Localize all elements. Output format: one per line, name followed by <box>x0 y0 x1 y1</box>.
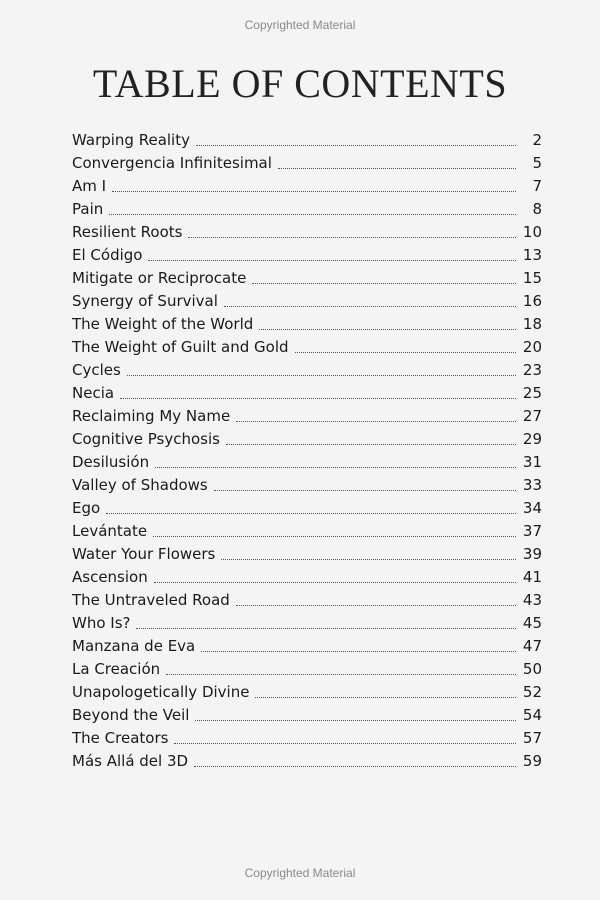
toc-entry-title: Warping Reality <box>72 131 190 149</box>
dot-leader <box>106 513 516 514</box>
dot-leader <box>120 398 516 399</box>
toc-entry-page-number: 23 <box>522 361 542 379</box>
toc-entry-title: Who Is? <box>72 614 131 632</box>
toc-entry <box>72 428 542 451</box>
toc-entry <box>72 727 542 750</box>
toc-entry-page-number: 25 <box>522 384 542 402</box>
toc-entry-page-number: 2 <box>532 131 542 149</box>
toc-entry-title: The Weight of Guilt and Gold <box>72 338 289 356</box>
toc-entry-page-number: 50 <box>522 660 542 678</box>
toc-entry <box>72 635 542 658</box>
toc-entry <box>72 497 542 520</box>
toc-entry-page-number: 39 <box>522 545 542 563</box>
toc-entry-title: The Untraveled Road <box>72 591 230 609</box>
table-of-contents <box>72 129 542 773</box>
toc-entry <box>72 612 542 635</box>
copyright-footer: Copyrighted Material <box>244 866 356 880</box>
toc-entry-title: Más Allá del 3D <box>72 752 189 770</box>
toc-entry-title: Pain <box>72 200 104 218</box>
toc-entry <box>72 704 542 727</box>
toc-entry-page-number: 33 <box>522 476 542 494</box>
dot-leader <box>109 214 516 215</box>
toc-entry <box>72 382 542 405</box>
dot-leader <box>278 168 516 169</box>
dot-leader <box>252 283 516 284</box>
toc-entry-title: Cognitive Psychosis <box>72 430 220 448</box>
toc-entry-page-number: 59 <box>522 752 542 770</box>
toc-entry-page-number: 57 <box>522 729 542 747</box>
toc-entry-page-number: 52 <box>522 683 542 701</box>
dot-leader <box>166 674 516 675</box>
dot-leader <box>174 743 516 744</box>
toc-entry-title: Levántate <box>72 522 148 540</box>
toc-entry <box>72 750 542 773</box>
toc-entry <box>72 589 542 612</box>
toc-entry-page-number: 18 <box>522 315 542 333</box>
toc-entry-page-number: 7 <box>532 177 542 195</box>
toc-entry <box>72 520 542 543</box>
toc-entry-title: The Weight of the World <box>72 315 254 333</box>
toc-entry-page-number: 8 <box>532 200 542 218</box>
toc-entry-title: Resilient Roots <box>72 223 183 241</box>
toc-entry-page-number: 34 <box>522 499 542 517</box>
toc-entry <box>72 681 542 704</box>
toc-entry-page-number: 16 <box>522 292 542 310</box>
dot-leader <box>259 329 516 330</box>
toc-entry <box>72 474 542 497</box>
dot-leader <box>201 651 516 652</box>
toc-entry <box>72 313 542 336</box>
toc-entry-title: Manzana de Eva <box>72 637 196 655</box>
toc-entry-title: Unapologetically Divine <box>72 683 250 701</box>
toc-entry <box>72 244 542 267</box>
toc-entry <box>72 152 542 175</box>
toc-entry-title: Am I <box>72 177 107 195</box>
dot-leader <box>136 628 516 629</box>
toc-entry-page-number: 31 <box>522 453 542 471</box>
dot-leader <box>221 559 516 560</box>
toc-entry-title: Ego <box>72 499 101 517</box>
toc-entry-page-number: 10 <box>522 223 542 241</box>
toc-entry <box>72 198 542 221</box>
dot-leader <box>224 306 516 307</box>
toc-entry-title: Desilusión <box>72 453 150 471</box>
toc-entry <box>72 405 542 428</box>
toc-entry <box>72 267 542 290</box>
toc-entry-title: Necia <box>72 384 115 402</box>
toc-entry-title: Valley of Shadows <box>72 476 208 494</box>
toc-entry-title: Mitigate or Reciprocate <box>72 269 247 287</box>
toc-entry <box>72 451 542 474</box>
dot-leader <box>214 490 516 491</box>
toc-entry-page-number: 41 <box>522 568 542 586</box>
toc-entry-title: Ascension <box>72 568 148 586</box>
toc-entry <box>72 129 542 152</box>
toc-entry-title: Cycles <box>72 361 121 379</box>
dot-leader <box>148 260 516 261</box>
dot-leader <box>188 237 516 238</box>
dot-leader <box>155 467 516 468</box>
toc-entry <box>72 336 542 359</box>
dot-leader <box>154 582 516 583</box>
toc-entry-title: Synergy of Survival <box>72 292 218 310</box>
dot-leader <box>153 536 516 537</box>
toc-entry-page-number: 13 <box>522 246 542 264</box>
toc-entry-page-number: 5 <box>532 154 542 172</box>
dot-leader <box>295 352 516 353</box>
dot-leader <box>112 191 516 192</box>
toc-entry-page-number: 20 <box>522 338 542 356</box>
toc-entry <box>72 543 542 566</box>
dot-leader <box>194 766 516 767</box>
toc-entry-page-number: 29 <box>522 430 542 448</box>
toc-entry-title: Beyond the Veil <box>72 706 190 724</box>
dot-leader <box>236 421 516 422</box>
toc-entry <box>72 221 542 244</box>
toc-entry <box>72 175 542 198</box>
toc-entry-page-number: 54 <box>522 706 542 724</box>
dot-leader <box>255 697 516 698</box>
toc-entry <box>72 359 542 382</box>
toc-entry-page-number: 27 <box>522 407 542 425</box>
page-title: TABLE OF CONTENTS <box>92 61 508 106</box>
toc-entry-page-number: 45 <box>522 614 542 632</box>
toc-entry-page-number: 43 <box>522 591 542 609</box>
toc-entry-title: Convergencia Infinitesimal <box>72 154 272 172</box>
toc-entry <box>72 658 542 681</box>
dot-leader <box>236 605 516 606</box>
toc-entry-title: Water Your Flowers <box>72 545 216 563</box>
dot-leader <box>195 720 516 721</box>
toc-entry-page-number: 15 <box>522 269 542 287</box>
toc-entry-page-number: 37 <box>522 522 542 540</box>
toc-entry-title: The Creators <box>72 729 169 747</box>
toc-entry <box>72 566 542 589</box>
copyright-header: Copyrighted Material <box>244 18 356 32</box>
dot-leader <box>226 444 516 445</box>
toc-entry-title: El Código <box>72 246 143 264</box>
dot-leader <box>127 375 516 376</box>
toc-entry-page-number: 47 <box>522 637 542 655</box>
toc-entry-title: La Creación <box>72 660 161 678</box>
toc-entry-title: Reclaiming My Name <box>72 407 231 425</box>
toc-entry <box>72 290 542 313</box>
dot-leader <box>196 145 516 146</box>
